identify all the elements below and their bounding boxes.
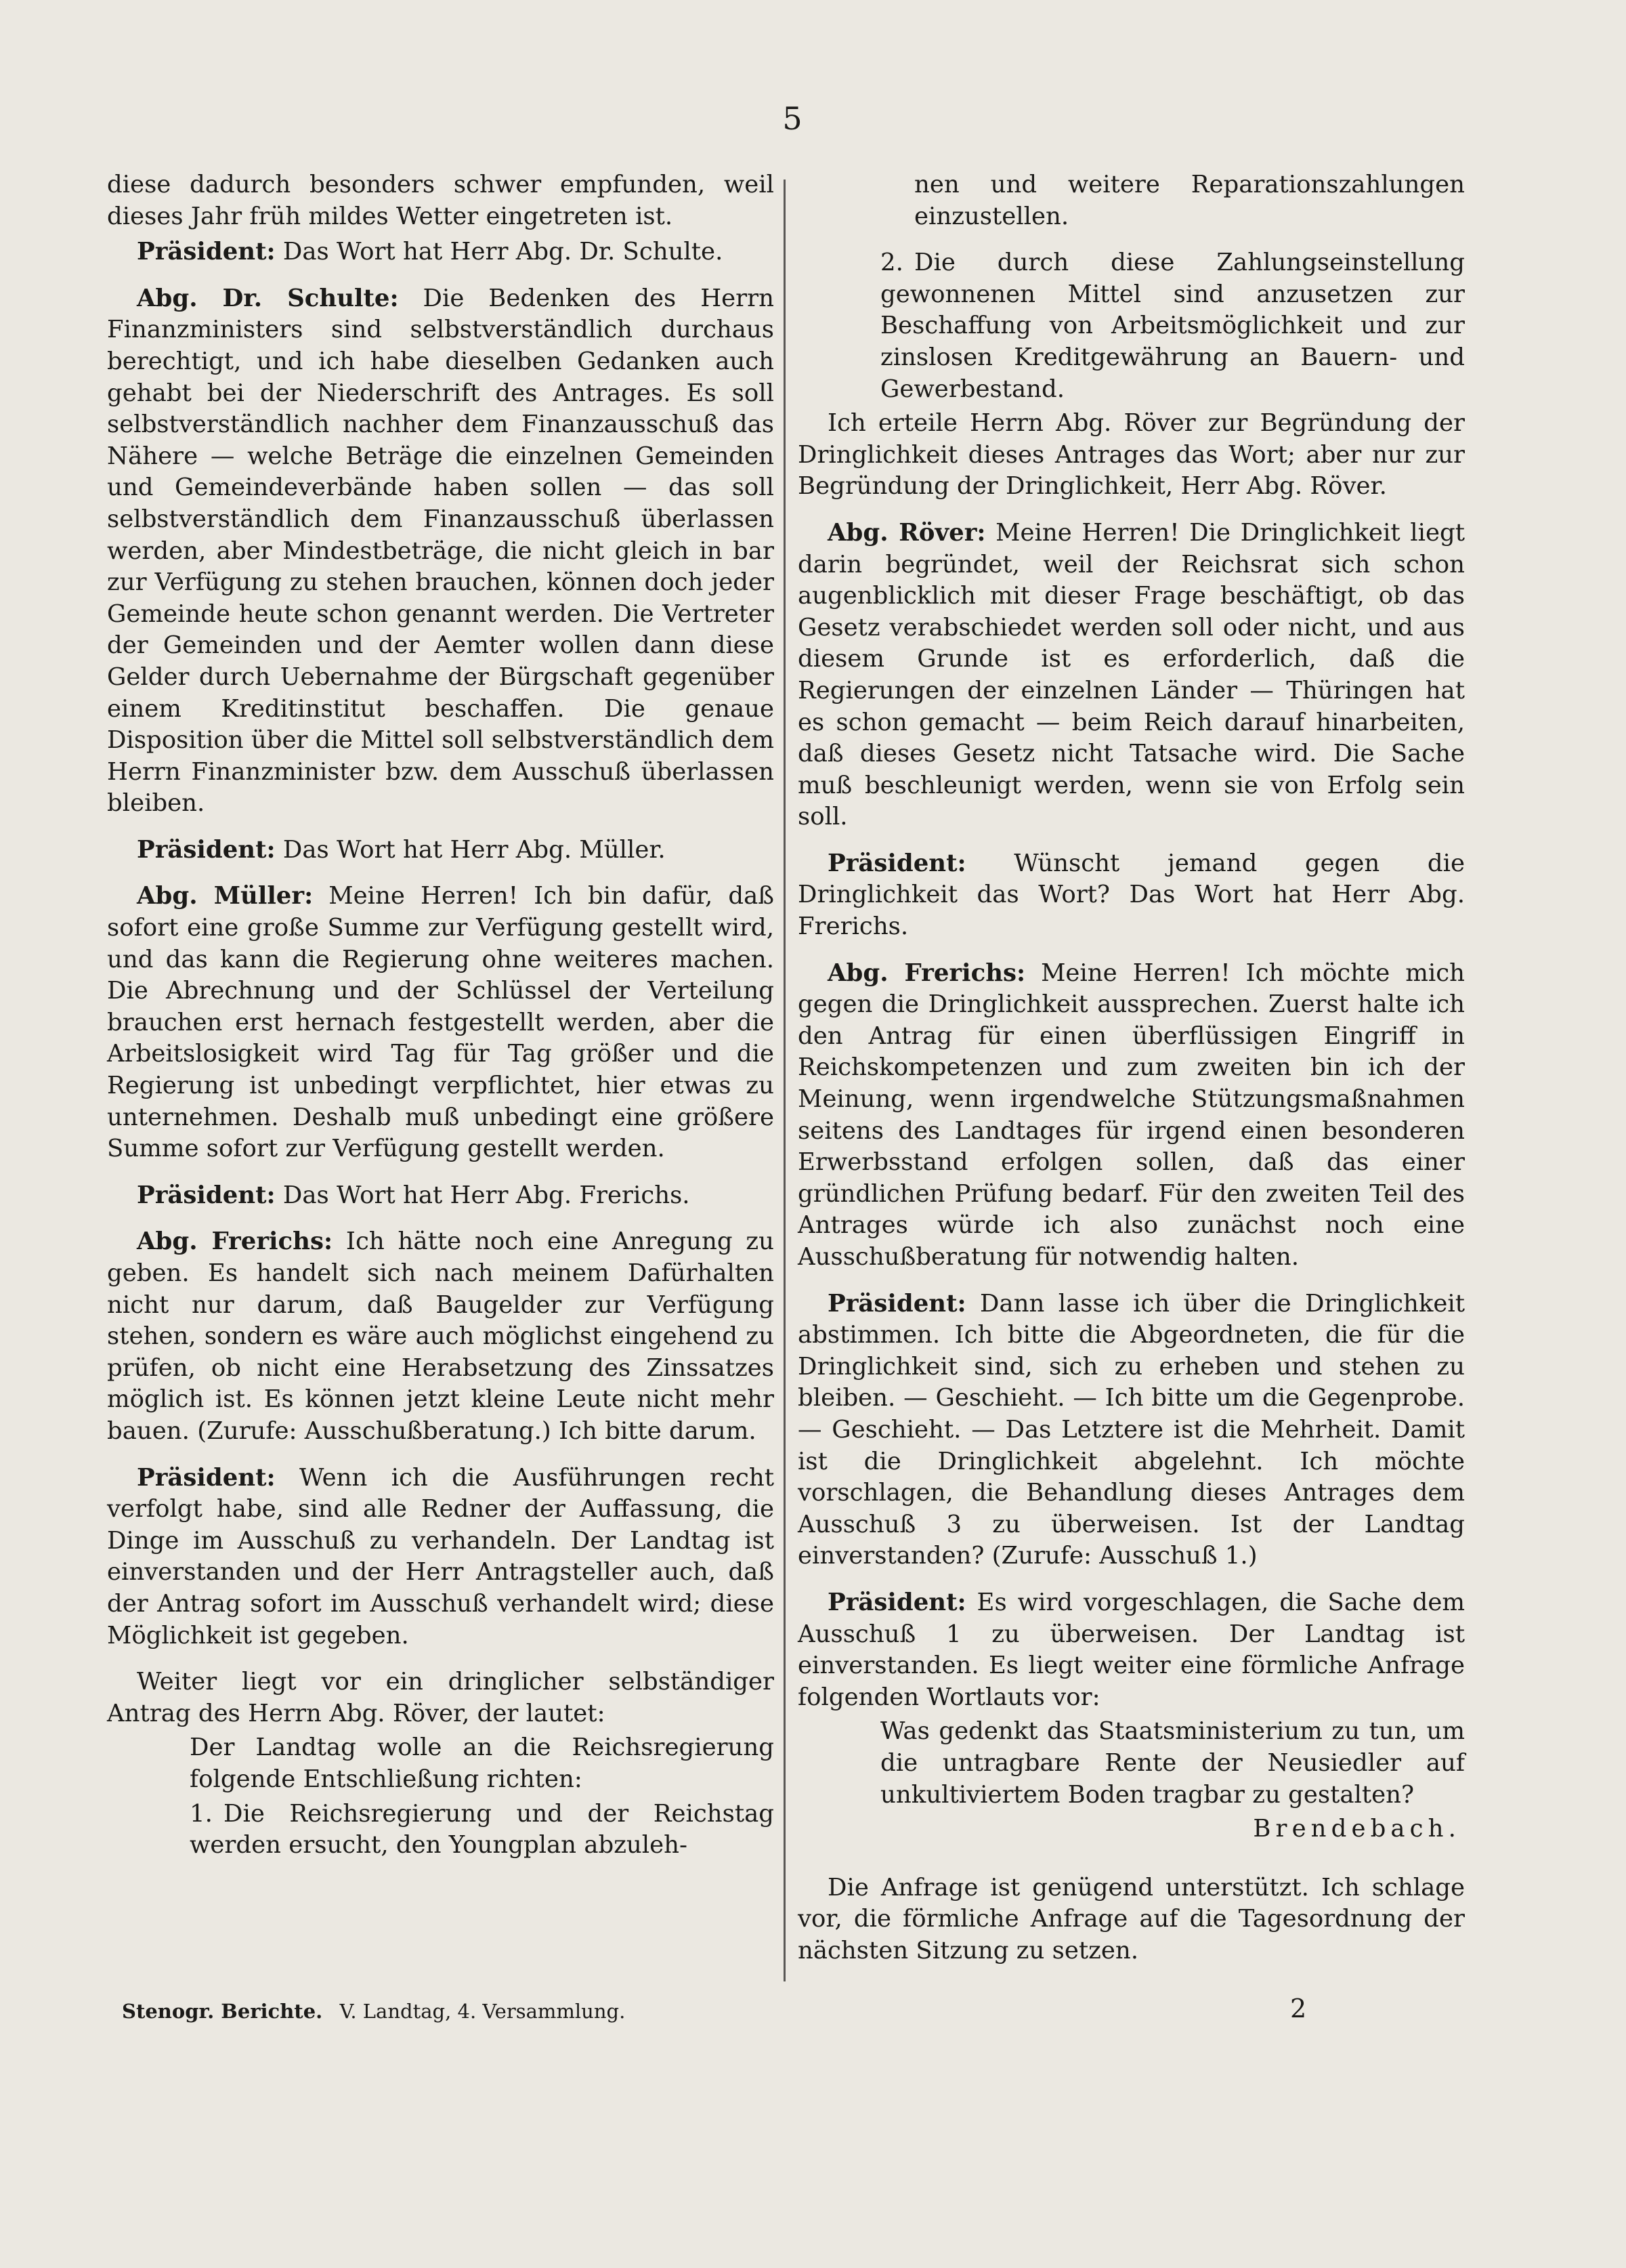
right-column <box>798 169 1465 1981</box>
paragraph <box>107 1226 774 1447</box>
quoted-text <box>880 1716 1465 1811</box>
paragraph <box>107 236 774 268</box>
paragraph <box>107 835 774 866</box>
paragraph-text: diese dadurch besonders schwer empfunden, weil dieses Jahr früh mildes Wetter eingetreten ist. <box>107 171 774 230</box>
paragraph-text: Was gedenkt das Staatsministerium zu tun, um die untragbare Rente der Neusiedler auf unkultiviertem Boden tragbar zu gestalten? <box>880 1717 1465 1809</box>
footer-source-details: V. Landtag, 4. Versammlung. <box>339 2000 626 2023</box>
speaker-label: Präsident: <box>137 1181 276 1209</box>
list-number: 2. <box>880 249 903 277</box>
speaker-label: Präsident: <box>137 1463 276 1492</box>
paragraph <box>107 1180 774 1212</box>
page-number: 5 <box>782 100 803 137</box>
paragraph <box>798 1288 1465 1572</box>
speaker-label: Präsident: <box>137 238 276 266</box>
signature-name <box>798 1813 1461 1845</box>
paragraph <box>107 1463 774 1652</box>
sheet-signature: 2 <box>1290 1994 1307 2023</box>
speaker-label: Präsident: <box>828 849 966 877</box>
paragraph-text: Das Wort hat Herr Abg. Frerichs. <box>275 1181 690 1209</box>
paragraph-text: Weiter liegt vor ein dringlicher selbständiger Antrag des Herrn Abg. Röver, der lautet: <box>107 1668 774 1727</box>
paragraph <box>107 169 774 232</box>
paragraph-text: Ich erteile Herrn Abg. Röver zur Begründung der Dringlichkeit dieses Antrages das Wort; aber nur zur Begründung der Dringlichkeit, Herr Abg. Röver. <box>798 409 1465 501</box>
paragraph <box>107 1666 774 1729</box>
paragraph-text: Meine Herren! Die Dringlichkeit liegt darin begründet, weil der Reichsrat sich schon augenblicklich mit dieser Frage beschäftigt, ob das Gesetz verabschiedet werden soll oder nicht, und aus diesem Grunde ist es erforderlich, daß die Regierungen der einzelnen Länder — Thüringen hat es schon gemacht — beim Reich darauf hinarbeiten, daß dieses Gesetz nicht Tatsache wird. Die Sache muß beschleunigt werden, wenn sie von Erfolg sein soll. <box>798 518 1465 831</box>
speaker-label: Abg. Frerichs: <box>828 959 1026 987</box>
left-column <box>107 169 774 1864</box>
list-number: 1. <box>190 1799 213 1828</box>
footer-source-title: Stenogr. Berichte. <box>122 2000 323 2023</box>
paragraph-text: Meine Herren! Ich möchte mich gegen die Dringlichkeit aussprechen. Zuerst halte ich den Antrag für einen überflüssigen Eingriff in Reichskompetenzen und zum zweiten bin ich der Meinung, wenn irgendwelche Stützungsmaßnahmen seitens des Landtages für irgend einen besonderen Erwerbsstand erfolgen sollen, daß das einer gründlichen Prüfung bedarf. Für den zweiten Teil des Antrages würde ich also zunächst noch eine Ausschußberatung für notwendig halten. <box>798 959 1465 1271</box>
paragraph-text: Ich hätte noch eine Anregung zu geben. Es handelt sich nach meinem Dafürhalten nicht nur darum, daß Baugelder zur Verfügung stehen, sondern es wäre auch möglichst eingehend zu prüfen, ob nicht eine Herabsetzung des Zinssatzes möglich ist. Es können jetzt kleine Leute nicht mehr bauen. (Zurufe: Ausschußberatung.) Ich bitte darum. <box>107 1227 775 1445</box>
paragraph-text: Das Wort hat Herr Abg. Dr. Schulte. <box>275 238 723 266</box>
paragraph <box>798 958 1465 1274</box>
speaker-label: Abg. Dr. Schulte: <box>137 284 399 312</box>
quoted-text <box>190 1732 774 1795</box>
paragraph-text: Wenn ich die Ausführungen recht verfolgt habe, sind alle Redner der Auffassung, die Dinge im Ausschuß zu verhandeln. Der Landtag ist einverstanden und der Herr Antragsteller auch, daß der Antrag sofort im Ausschuß verhandelt wird; diese Möglichkeit ist gegeben. <box>107 1463 774 1650</box>
speaker-label: Präsident: <box>137 835 276 864</box>
paragraph <box>798 408 1465 503</box>
list-item-continuation <box>914 169 1465 232</box>
footer-source <box>122 2000 625 2023</box>
speaker-label: Abg. Röver: <box>828 518 986 547</box>
paragraph <box>798 848 1465 943</box>
paragraph-text: Wünscht jemand gegen die Dringlichkeit das Wort? Das Wort hat Herr Abg. Frerichs. <box>798 849 1465 941</box>
paragraph-text: Es wird vorgeschlagen, die Sache dem Ausschuß 1 zu überweisen. Der Landtag ist einverstanden. Es liegt weiter eine förmliche Anfrage folgenden Wortlauts vor: <box>798 1588 1465 1711</box>
list-item <box>880 247 1465 405</box>
paragraph-text: Der Landtag wolle an die Reichsregierung folgende Entschließung richten: <box>190 1734 774 1793</box>
paragraph-text: Brendebach. <box>1253 1815 1461 1843</box>
column-divider <box>784 180 786 1981</box>
list-item <box>190 1799 774 1862</box>
paragraph-text: Das Wort hat Herr Abg. Müller. <box>275 835 666 864</box>
paragraph-text: Die durch diese Zahlungseinstellung gewonnenen Mittel sind anzusetzen zur Beschaffung von Arbeitsmöglichkeit und zur zinslosen Kreditgewährung an Bauern- und Gewerbestand. <box>880 249 1465 403</box>
paragraph-text: Die Bedenken des Herrn Finanzministers sind selbstverständlich durchaus berechtigt, und ich habe dieselben Gedanken auch gehabt bei der Niederschrift des Antrages. Es soll selbstverständlich nachher dem Finanzausschuß das Nähere — welche Beträge die einzelnen Gemeinden und Gemeindeverbände haben sollen — das soll selbstverständlich dem Finanzausschuß überlassen werden, aber Mindestbeträge, die nicht gleich in bar zur Verfügung zu stehen brauchen, können doch jeder Gemeinde heute schon genannt werden. Die Vertreter der Gemeinden und der Aemter wollen dann diese Gelder durch Uebernahme der Bürgschaft gegenüber einem Kreditinstitut beschaffen. Die genaue Disposition über die Mittel soll selbstverständlich dem Herrn Finanzminister bzw. dem Ausschuß überlassen bleiben. <box>107 284 774 818</box>
paragraph <box>107 881 774 1164</box>
paragraph <box>798 518 1465 833</box>
paragraph-text: Meine Herren! Ich bin dafür, daß sofort eine große Summe zur Verfügung gestellt wird, und das kann die Regierung ohne weiteres machen. Die Abrechnung und der Schlüssel der Verteilung brauchen erst hernach festgestellt werden, aber die Arbeitslosigkeit wird Tag für Tag größer und die Regierung ist unbedingt verpflichtet, hier etwas zu unternehmen. Deshalb muß unbedingt eine größere Summe sofort zur Verfügung gestellt werden. <box>107 882 774 1163</box>
paragraph-text: Dann lasse ich über die Dringlichkeit abstimmen. Ich bitte die Abgeordneten, die für die Dringlichkeit sind, sich zu erheben und stehen zu bleiben. — Geschieht. — Ich bitte um die Gegenprobe. — Geschieht. — Das Letztere ist die Mehrheit. Damit ist die Dringlichkeit abgelehnt. Ich möchte vorschlagen, die Behandlung dieses Antrages dem Ausschuß 3 zu überweisen. Ist der Landtag einverstanden? (Zurufe: Ausschuß 1.) <box>798 1289 1465 1570</box>
speaker-label: Abg. Frerichs: <box>137 1227 333 1256</box>
paragraph-text: Die Reichsregierung und der Reichstag werden ersucht, den Youngplan abzuleh- <box>190 1799 774 1860</box>
speaker-label: Präsident: <box>828 1588 966 1616</box>
speaker-label: Präsident: <box>828 1289 966 1318</box>
speaker-label: Abg. Müller: <box>137 882 314 910</box>
paragraph-text: Die Anfrage ist genügend unterstützt. Ich schlage vor, die förmliche Anfrage auf die Tagesordnung der nächsten Sitzung zu setzen. <box>798 1873 1465 1965</box>
paragraph <box>798 1872 1465 1967</box>
paragraph <box>107 283 774 820</box>
paragraph <box>798 1587 1465 1713</box>
paragraph-text: nen und weitere Reparationszahlungen einzustellen. <box>914 171 1465 230</box>
